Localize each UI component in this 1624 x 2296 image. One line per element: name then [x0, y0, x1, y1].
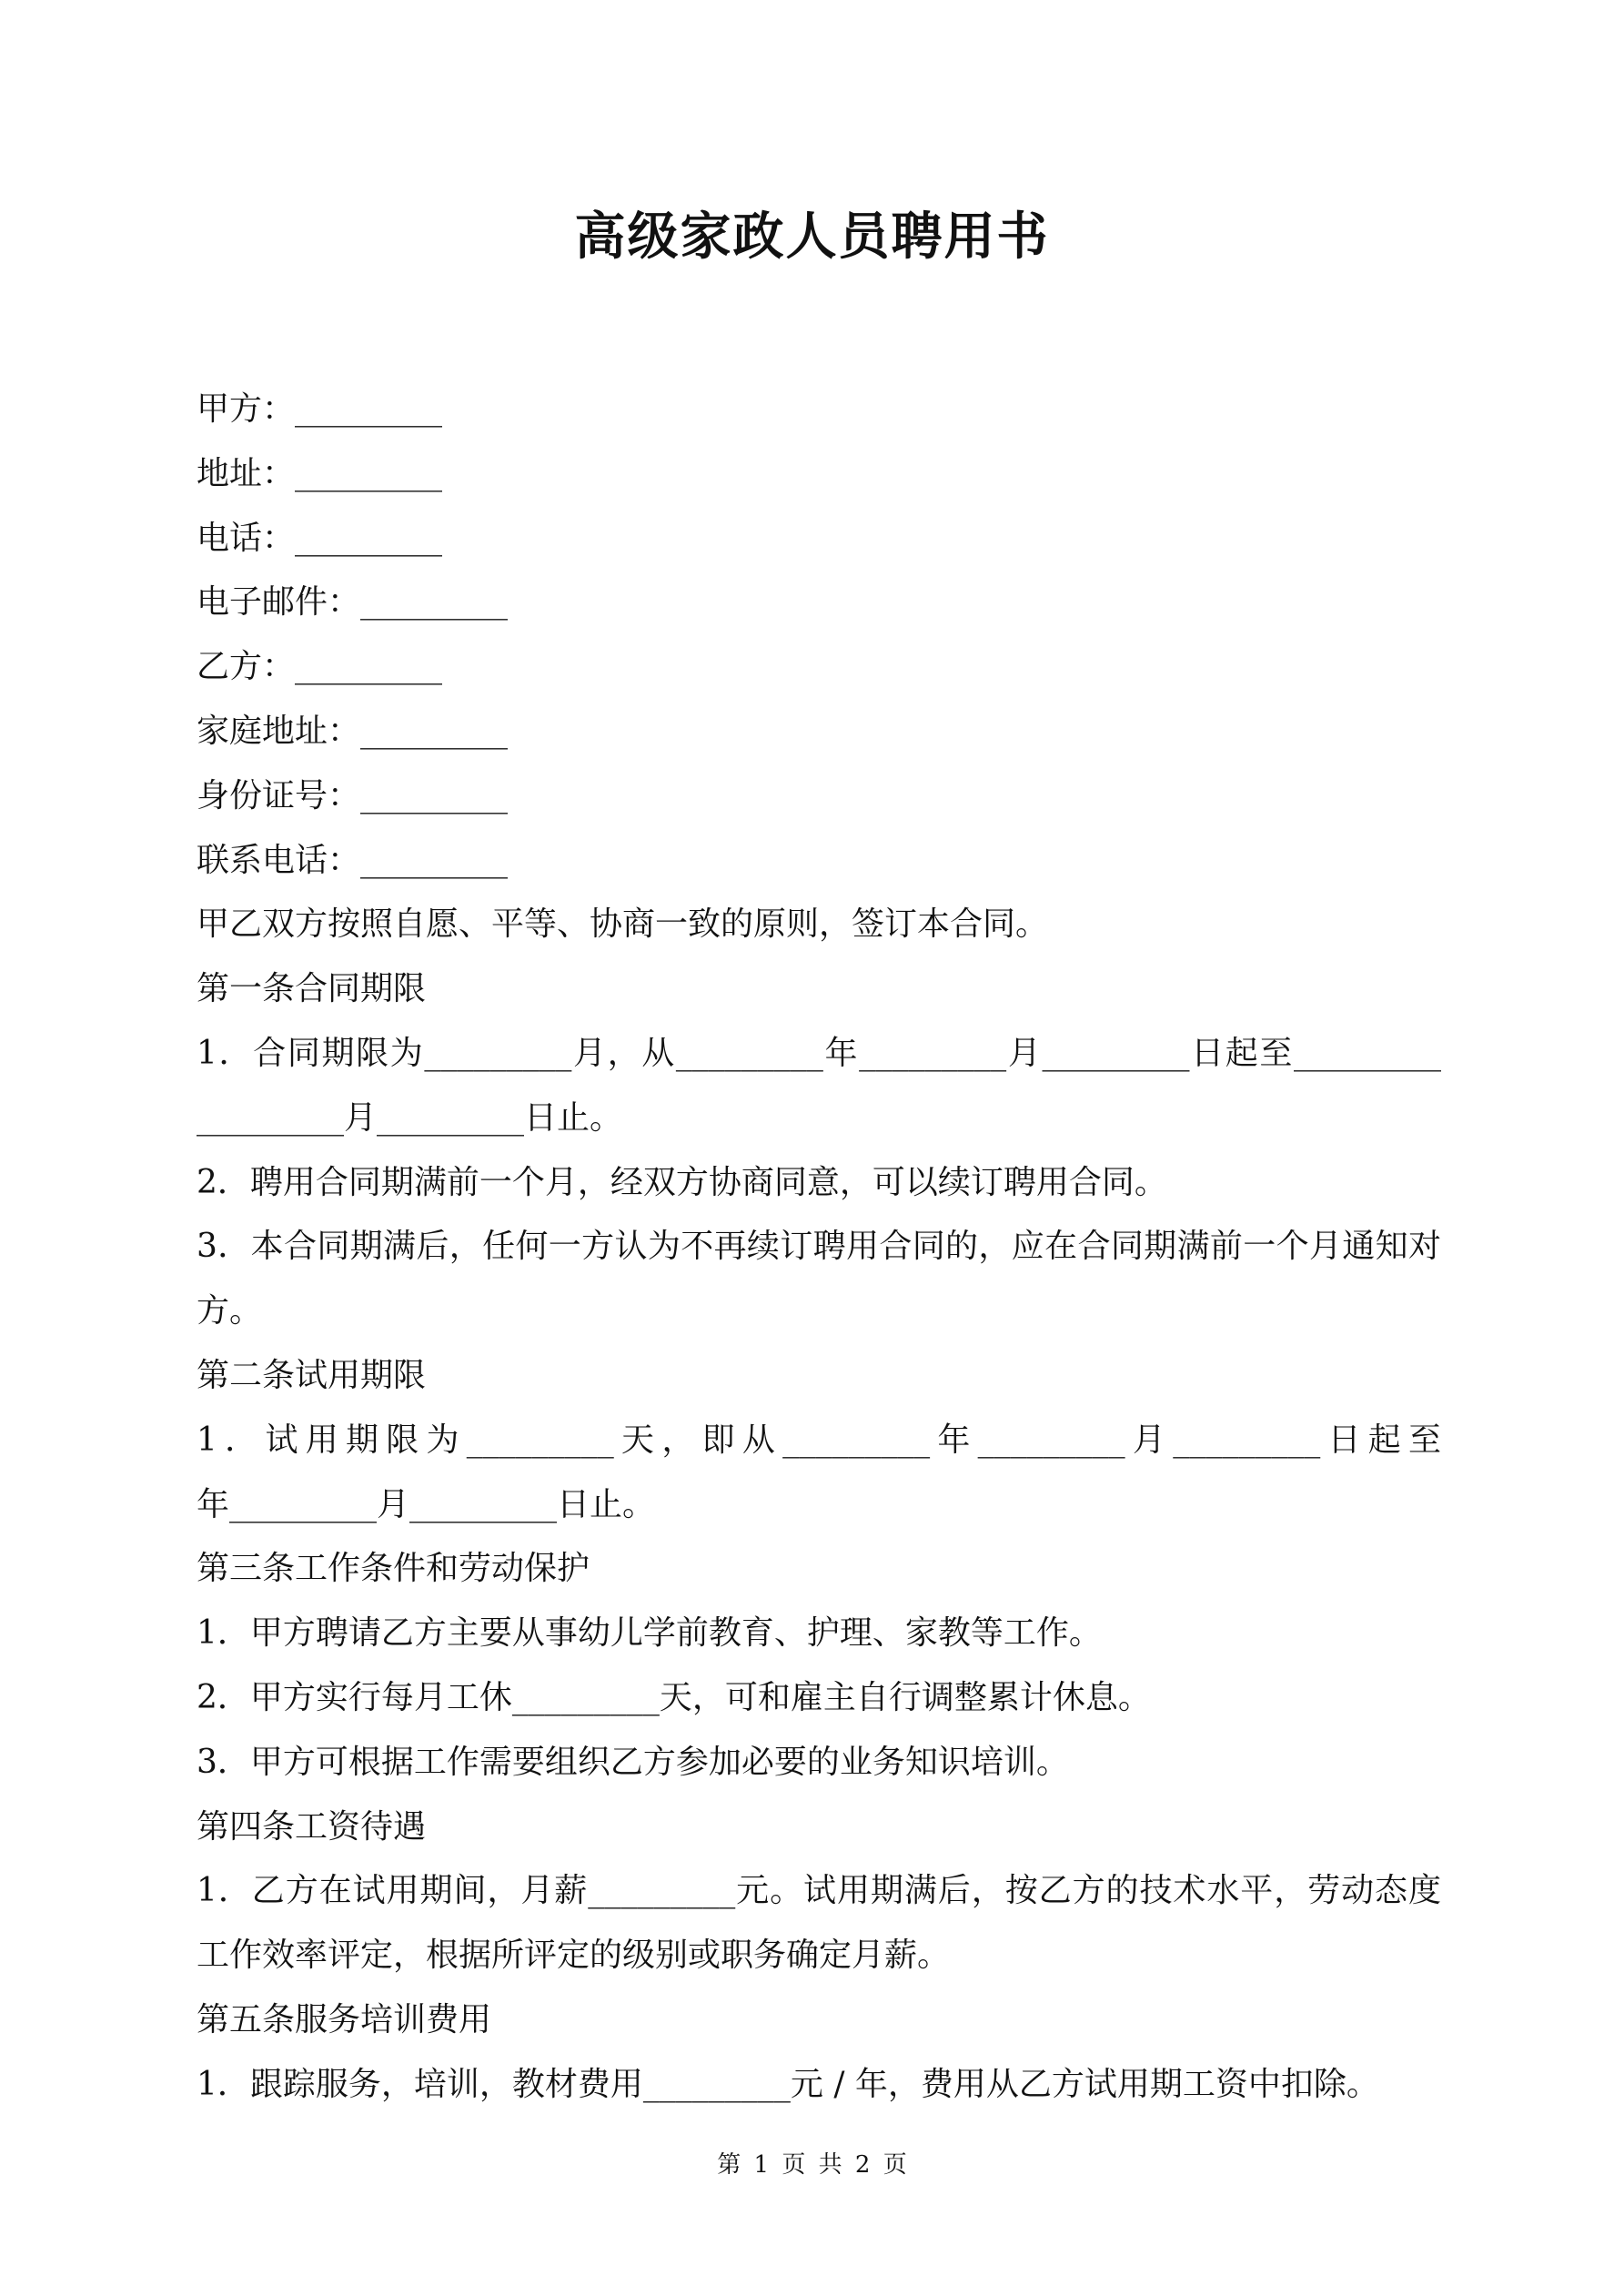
party-a-address-field: 地址：_________: [197, 454, 443, 492]
party-a-email-field: 电子邮件：_________: [197, 583, 509, 622]
preamble: 甲乙双方按照自愿、平等、协商一致的原则，签订本合同。: [197, 905, 1049, 944]
article-4-clause-1: 1．乙方在试用期间，月薪_________元。试用期满后，按乙方的技术水平，劳动态度: [197, 1872, 1441, 1910]
article-1-clause-1: 1．合同期限为_________月，从_________年_________月_________日起至_________: [197, 1034, 1441, 1072]
article-1-heading: 第一条合同期限: [197, 970, 427, 1008]
article-2-clause-1-cont: 年_________月_________日止。: [197, 1485, 656, 1523]
article-4-clause-1-cont: 工作效率评定，根据所评定的级别或职务确定月薪。: [197, 1937, 951, 1975]
article-1-clause-2: 2．聘用合同期满前一个月，经双方协商同意，可以续订聘用合同。: [197, 1163, 1167, 1201]
document-body: [197, 378, 1441, 2118]
article-2-clause-1: 1．试用期限为_________天，即从_________年_________月_________日起至: [197, 1421, 1441, 1459]
party-a-field: 甲方：_________: [197, 390, 443, 428]
article-1-clause-3-cont: 方。: [197, 1292, 263, 1330]
article-1-clause-1-cont: _________月_________日止。: [197, 1098, 623, 1137]
article-1-clause-3: 3．本合同期满后，任何一方认为不再续订聘用合同的，应在合同期满前一个月通知对: [197, 1228, 1441, 1266]
article-3-heading: 第三条工作条件和劳动保护: [197, 1550, 590, 1588]
party-b-home-address-field: 家庭地址：_________: [197, 712, 509, 750]
page-number: 第 1 页 共 2 页: [717, 2151, 907, 2179]
article-4-heading: 第四条工资待遇: [197, 1807, 427, 1846]
article-3-clause-2: 2．甲方实行每月工休_________天，可和雇主自行调整累计休息。: [197, 1678, 1151, 1716]
document-title: 高级家政人员聘用书: [574, 207, 1050, 267]
party-a-phone-field: 电话：_________: [197, 519, 443, 557]
party-b-id-number-field: 身份证号：_________: [197, 776, 509, 814]
article-5-clause-1: 1．跟踪服务，培训，教材费用_________元 / 年，费用从乙方试用期工资中扣除。: [197, 2065, 1379, 2103]
article-2-heading: 第二条试用期限: [197, 1356, 427, 1394]
article-3-clause-1: 1．甲方聘请乙方主要从事幼儿学前教育、护理、家教等工作。: [197, 1614, 1102, 1653]
party-b-field: 乙方：_________: [197, 648, 443, 686]
party-b-contact-phone-field: 联系电话：_________: [197, 841, 509, 879]
article-5-heading: 第五条服务培训费用: [197, 2000, 492, 2038]
article-3-clause-3: 3．甲方可根据工作需要组织乙方参加必要的业务知识培训。: [197, 1743, 1069, 1781]
